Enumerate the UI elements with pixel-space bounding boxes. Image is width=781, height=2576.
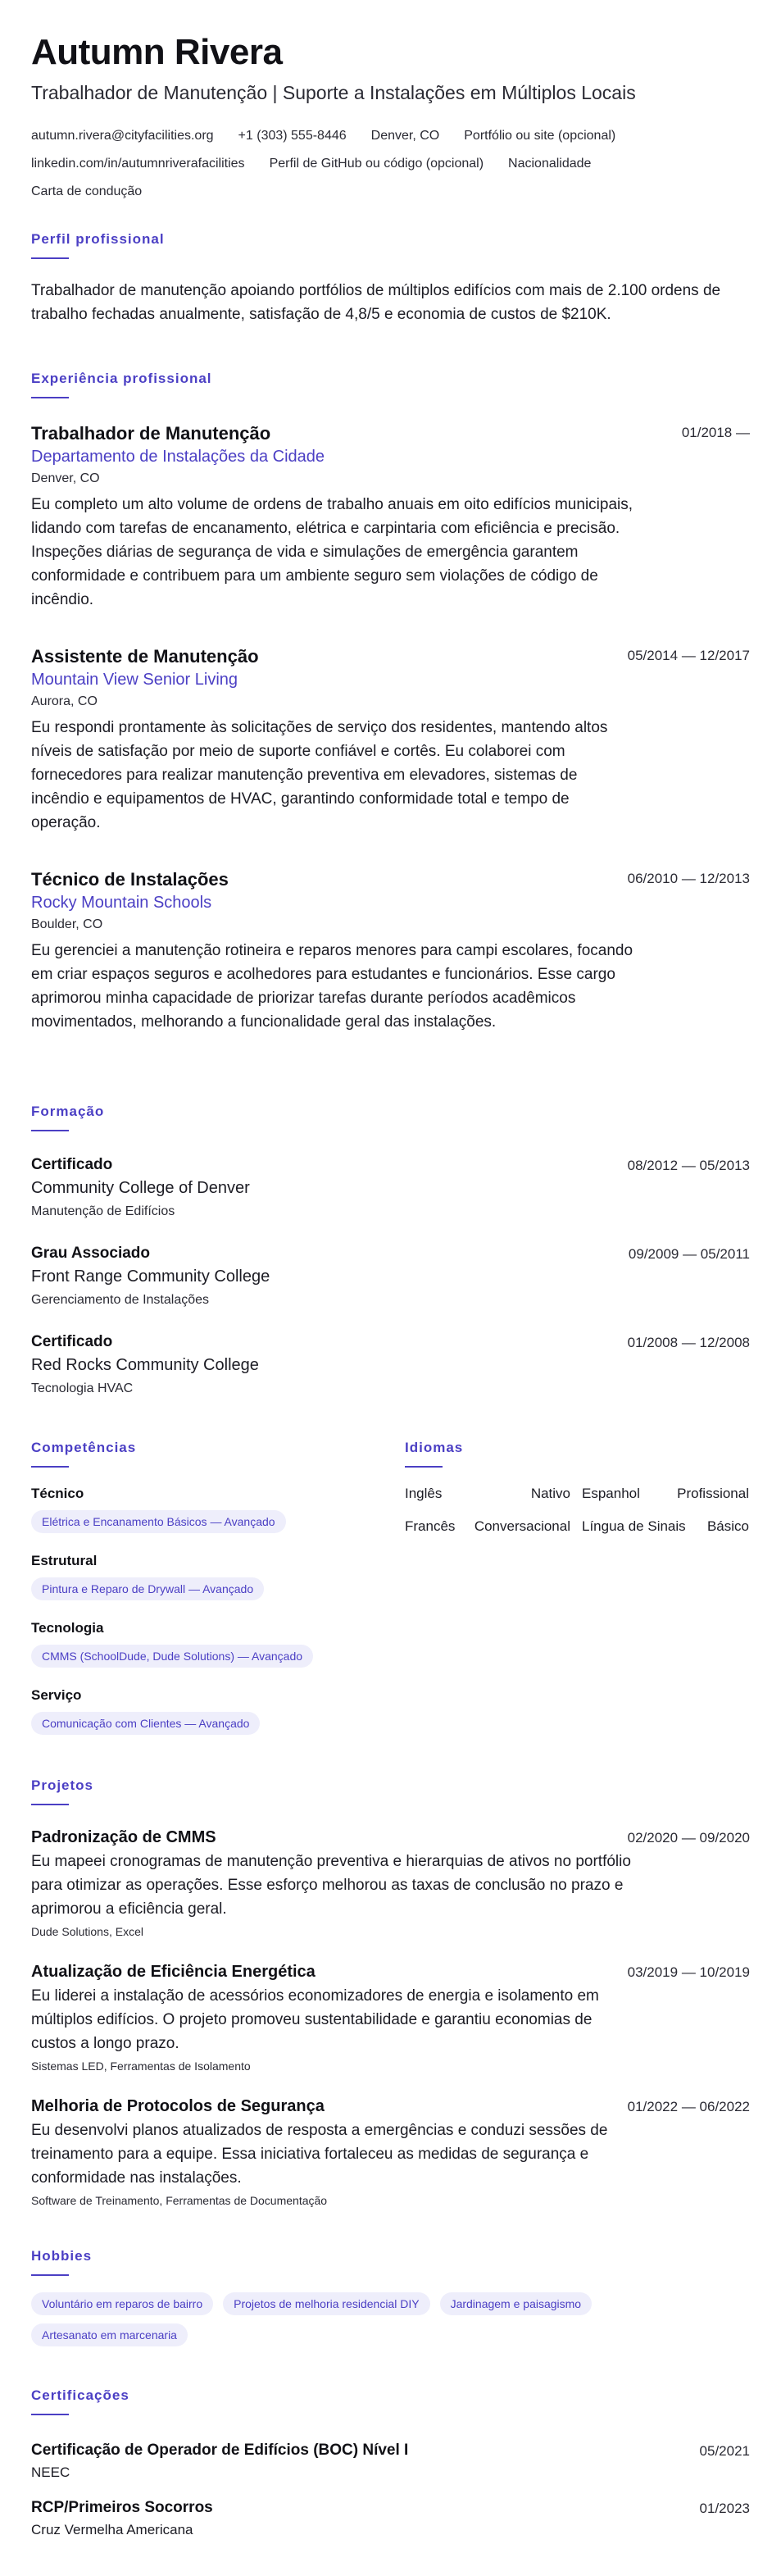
certification-entry [31, 2442, 750, 2481]
contact-list [31, 122, 621, 206]
employer: Mountain View Senior Living [31, 671, 238, 689]
job-dates: 01/2018 — [681, 425, 750, 440]
education-section [31, 1104, 750, 1415]
skill-category: Tecnologia [31, 1620, 104, 1636]
profile-summary: Trabalhador de manutenção apoiando portfólios de múltiplos edifícios com mais de 2.100 ordens de trabalho fechadas anualmente, satisfação de 4,8/5 e economia de custos de $210K. [31, 282, 721, 323]
experience-entry [31, 423, 750, 612]
school: Community College of Denver [31, 1179, 250, 1197]
school: Red Rocks Community College [31, 1356, 259, 1374]
field-of-study: Manutenção de Edifícios [31, 1204, 175, 1218]
education-dates: 08/2012 — 05/2013 [627, 1158, 750, 1173]
section-divider [31, 1466, 69, 1468]
project-name: Atualização de Eficiência Energética [31, 1963, 316, 1981]
degree: Certificado [31, 1156, 113, 1173]
skill-group [31, 1687, 392, 1735]
project-entry [31, 1963, 750, 2073]
school: Front Range Community College [31, 1268, 270, 1286]
education-dates: 09/2009 — 05/2011 [628, 1246, 750, 1262]
language-name: Inglês [405, 1486, 443, 1501]
certification-issuer: Cruz Vermelha Americana [31, 2522, 193, 2537]
project-description: Eu mapeei cronogramas de manutenção preventiva e hierarquias de ativos no portfólio para otimizar as operações. Esse esforço melhorou as taxas de conclusão no prazo e aprimorou a eficiência geral. [31, 1853, 631, 1918]
experience-section [31, 371, 750, 1092]
section-title: Formação [31, 1104, 105, 1119]
field-of-study: Gerenciamento de Instalações [31, 1293, 210, 1307]
contact-license: Carta de condução [31, 184, 143, 199]
certification-name: Certificação de Operador de Edifícios (BOC) Nível I [31, 2442, 409, 2459]
project-tech: Sistemas LED, Ferramentas de Isolamento [31, 2059, 251, 2073]
section-title: Certificações [31, 2387, 129, 2403]
contact-linkedin[interactable]: linkedin.com/in/autumnriverafacilities [31, 157, 245, 171]
job-title: Trabalhador de Manutenção [31, 423, 271, 444]
language-name: Espanhol [582, 1486, 640, 1501]
headline: Trabalhador de Manutenção | Suporte a Instalações em Múltiplos Locais [31, 82, 636, 104]
job-description: Eu respondi prontamente às solicitações de serviço dos residentes, mantendo altos níveis de satisfação por meio de suporte confiável e cortês. Eu colaborei com fornecedores para realizar manutenção preventiva em elevadores, sistemas de incêndio e equipamentos de HVAC, garantindo conformidade total e tempo de operação. [31, 719, 608, 831]
section-divider [405, 1466, 443, 1468]
skill-category: Técnico [31, 1486, 84, 1501]
contact-location: Denver, CO [370, 129, 440, 143]
certification-issuer: NEEC [31, 2464, 70, 2480]
job-location: Denver, CO [31, 471, 100, 485]
job-title: Técnico de Instalações [31, 869, 229, 890]
contact-portfolio[interactable]: Portfólio ou site (opcional) [464, 129, 616, 143]
contact-nationality: Nacionalidade [508, 157, 592, 171]
skill-group [31, 1486, 392, 1533]
section-title: Idiomas [405, 1440, 464, 1455]
project-dates: 01/2022 — 06/2022 [627, 2099, 750, 2114]
candidate-name: Autumn Rivera [31, 32, 283, 72]
section-title: Projetos [31, 1777, 94, 1793]
skill-tag: CMMS (SchoolDude, Dude Solutions) — Avançado [31, 1645, 313, 1668]
project-entry [31, 1828, 750, 1938]
language-level: Básico [706, 1518, 749, 1534]
degree: Certificado [31, 1333, 113, 1350]
section-title: Perfil profissional [31, 231, 165, 247]
skill-group [31, 1620, 392, 1668]
section-divider [31, 1804, 69, 1805]
language-name: Língua de Sinais [582, 1518, 686, 1534]
skill-tag: Elétrica e Encanamento Básicos — Avançado [31, 1510, 286, 1533]
hobby-list [31, 2292, 662, 2346]
contact-email[interactable]: autumn.rivera@cityfacilities.org [31, 129, 214, 143]
section-title: Competências [31, 1440, 137, 1455]
experience-entry [31, 646, 750, 835]
certifications-section [31, 2387, 750, 2551]
languages-section [405, 1440, 750, 1554]
certification-date: 05/2021 [699, 2443, 750, 2459]
section-divider [31, 2414, 69, 2415]
project-description: Eu desenvolvi planos atualizados de resposta a emergências e conduzi sessões de treinamento para a equipe. Essa iniciativa fortaleceu as medidas de segurança e conformidade nas instalações. [31, 2122, 608, 2187]
skill-category: Serviço [31, 1687, 82, 1703]
skill-tag: Comunicação com Clientes — Avançado [31, 1712, 260, 1735]
section-title: Hobbies [31, 2248, 93, 2264]
employer: Rocky Mountain Schools [31, 894, 212, 912]
skill-category: Estrutural [31, 1553, 98, 1568]
language-row [405, 1486, 749, 1518]
profile-section [31, 231, 750, 326]
section-divider [31, 2274, 69, 2276]
section-divider [31, 1130, 69, 1131]
language-list [405, 1486, 749, 1551]
job-dates: 05/2014 — 12/2017 [627, 648, 750, 663]
project-name: Padronização de CMMS [31, 1828, 216, 1846]
certification-date: 01/2023 [699, 2501, 750, 2516]
language-level: Nativo [530, 1486, 570, 1501]
job-location: Aurora, CO [31, 694, 98, 708]
education-entry [31, 1333, 750, 1396]
project-description: Eu liderei a instalação de acessórios economizadores de energia e isolamento em múltiplos edifícios. O projeto promoveu sustentabilidade e garantiu economias de custos a longo prazo. [31, 1987, 599, 2052]
contact-github[interactable]: Perfil de GitHub ou código (opcional) [269, 157, 484, 171]
language-name: Francês [405, 1518, 456, 1534]
certification-name: RCP/Primeiros Socorros [31, 2499, 213, 2516]
skill-tag: Pintura e Reparo de Drywall — Avançado [31, 1577, 264, 1600]
experience-entry [31, 869, 750, 1034]
job-title: Assistente de Manutenção [31, 646, 259, 667]
hobby-tag: Artesanato em marcenaria [31, 2323, 188, 2346]
project-dates: 03/2019 — 10/2019 [627, 1964, 750, 1980]
job-location: Boulder, CO [31, 917, 103, 931]
education-entry [31, 1156, 750, 1219]
section-divider [31, 257, 69, 259]
language-level: Profissional [677, 1486, 749, 1501]
job-dates: 06/2010 — 12/2013 [627, 871, 750, 886]
field-of-study: Tecnologia HVAC [31, 1381, 134, 1395]
job-description: Eu completo um alto volume de ordens de trabalho anuais em oito edifícios municipais, lidando com tarefas de encanamento, elétrica e carpintaria com eficiência e precisão. Inspeções diárias de segurança de vida e simulações de emergência garantem conformidade e contribuem para um ambiente seguro sem violações de código de incêndio. [31, 496, 633, 608]
language-row [405, 1518, 749, 1551]
skill-group [31, 1553, 392, 1600]
project-tech: Software de Treinamento, Ferramentas de Documentação [31, 2194, 328, 2207]
projects-section [31, 1777, 750, 2220]
education-entry [31, 1245, 750, 1308]
hobby-tag: Voluntário em reparos de bairro [31, 2292, 213, 2315]
project-name: Melhoria de Protocolos de Segurança [31, 2097, 325, 2115]
project-tech: Dude Solutions, Excel [31, 1925, 143, 1938]
project-dates: 02/2020 — 09/2020 [627, 1830, 750, 1846]
header [31, 33, 750, 206]
degree: Grau Associado [31, 1245, 151, 1262]
section-divider [31, 397, 69, 398]
hobby-tag: Jardinagem e paisagismo [440, 2292, 593, 2315]
employer: Departamento de Instalações da Cidade [31, 448, 325, 466]
section-title: Experiência profissional [31, 371, 212, 386]
contact-phone[interactable]: +1 (303) 555-8446 [238, 129, 347, 143]
job-description: Eu gerenciei a manutenção rotineira e reparos menores para campi escolares, focando em criar espaços seguros e acolhedores para estudantes e funcionários. Esse cargo aprimorou minha capacidade de priorizar tarefas durante períodos acadêmicos movimentados, melhorando a funcionalidade geral das instalações. [31, 942, 633, 1031]
project-entry [31, 2097, 750, 2207]
language-level: Conversacional [474, 1518, 570, 1534]
certification-entry [31, 2499, 750, 2538]
education-dates: 01/2008 — 12/2008 [627, 1335, 750, 1350]
skills-section [31, 1440, 392, 1751]
hobbies-section [31, 2248, 750, 2346]
hobby-tag: Projetos de melhoria residencial DIY [223, 2292, 429, 2315]
